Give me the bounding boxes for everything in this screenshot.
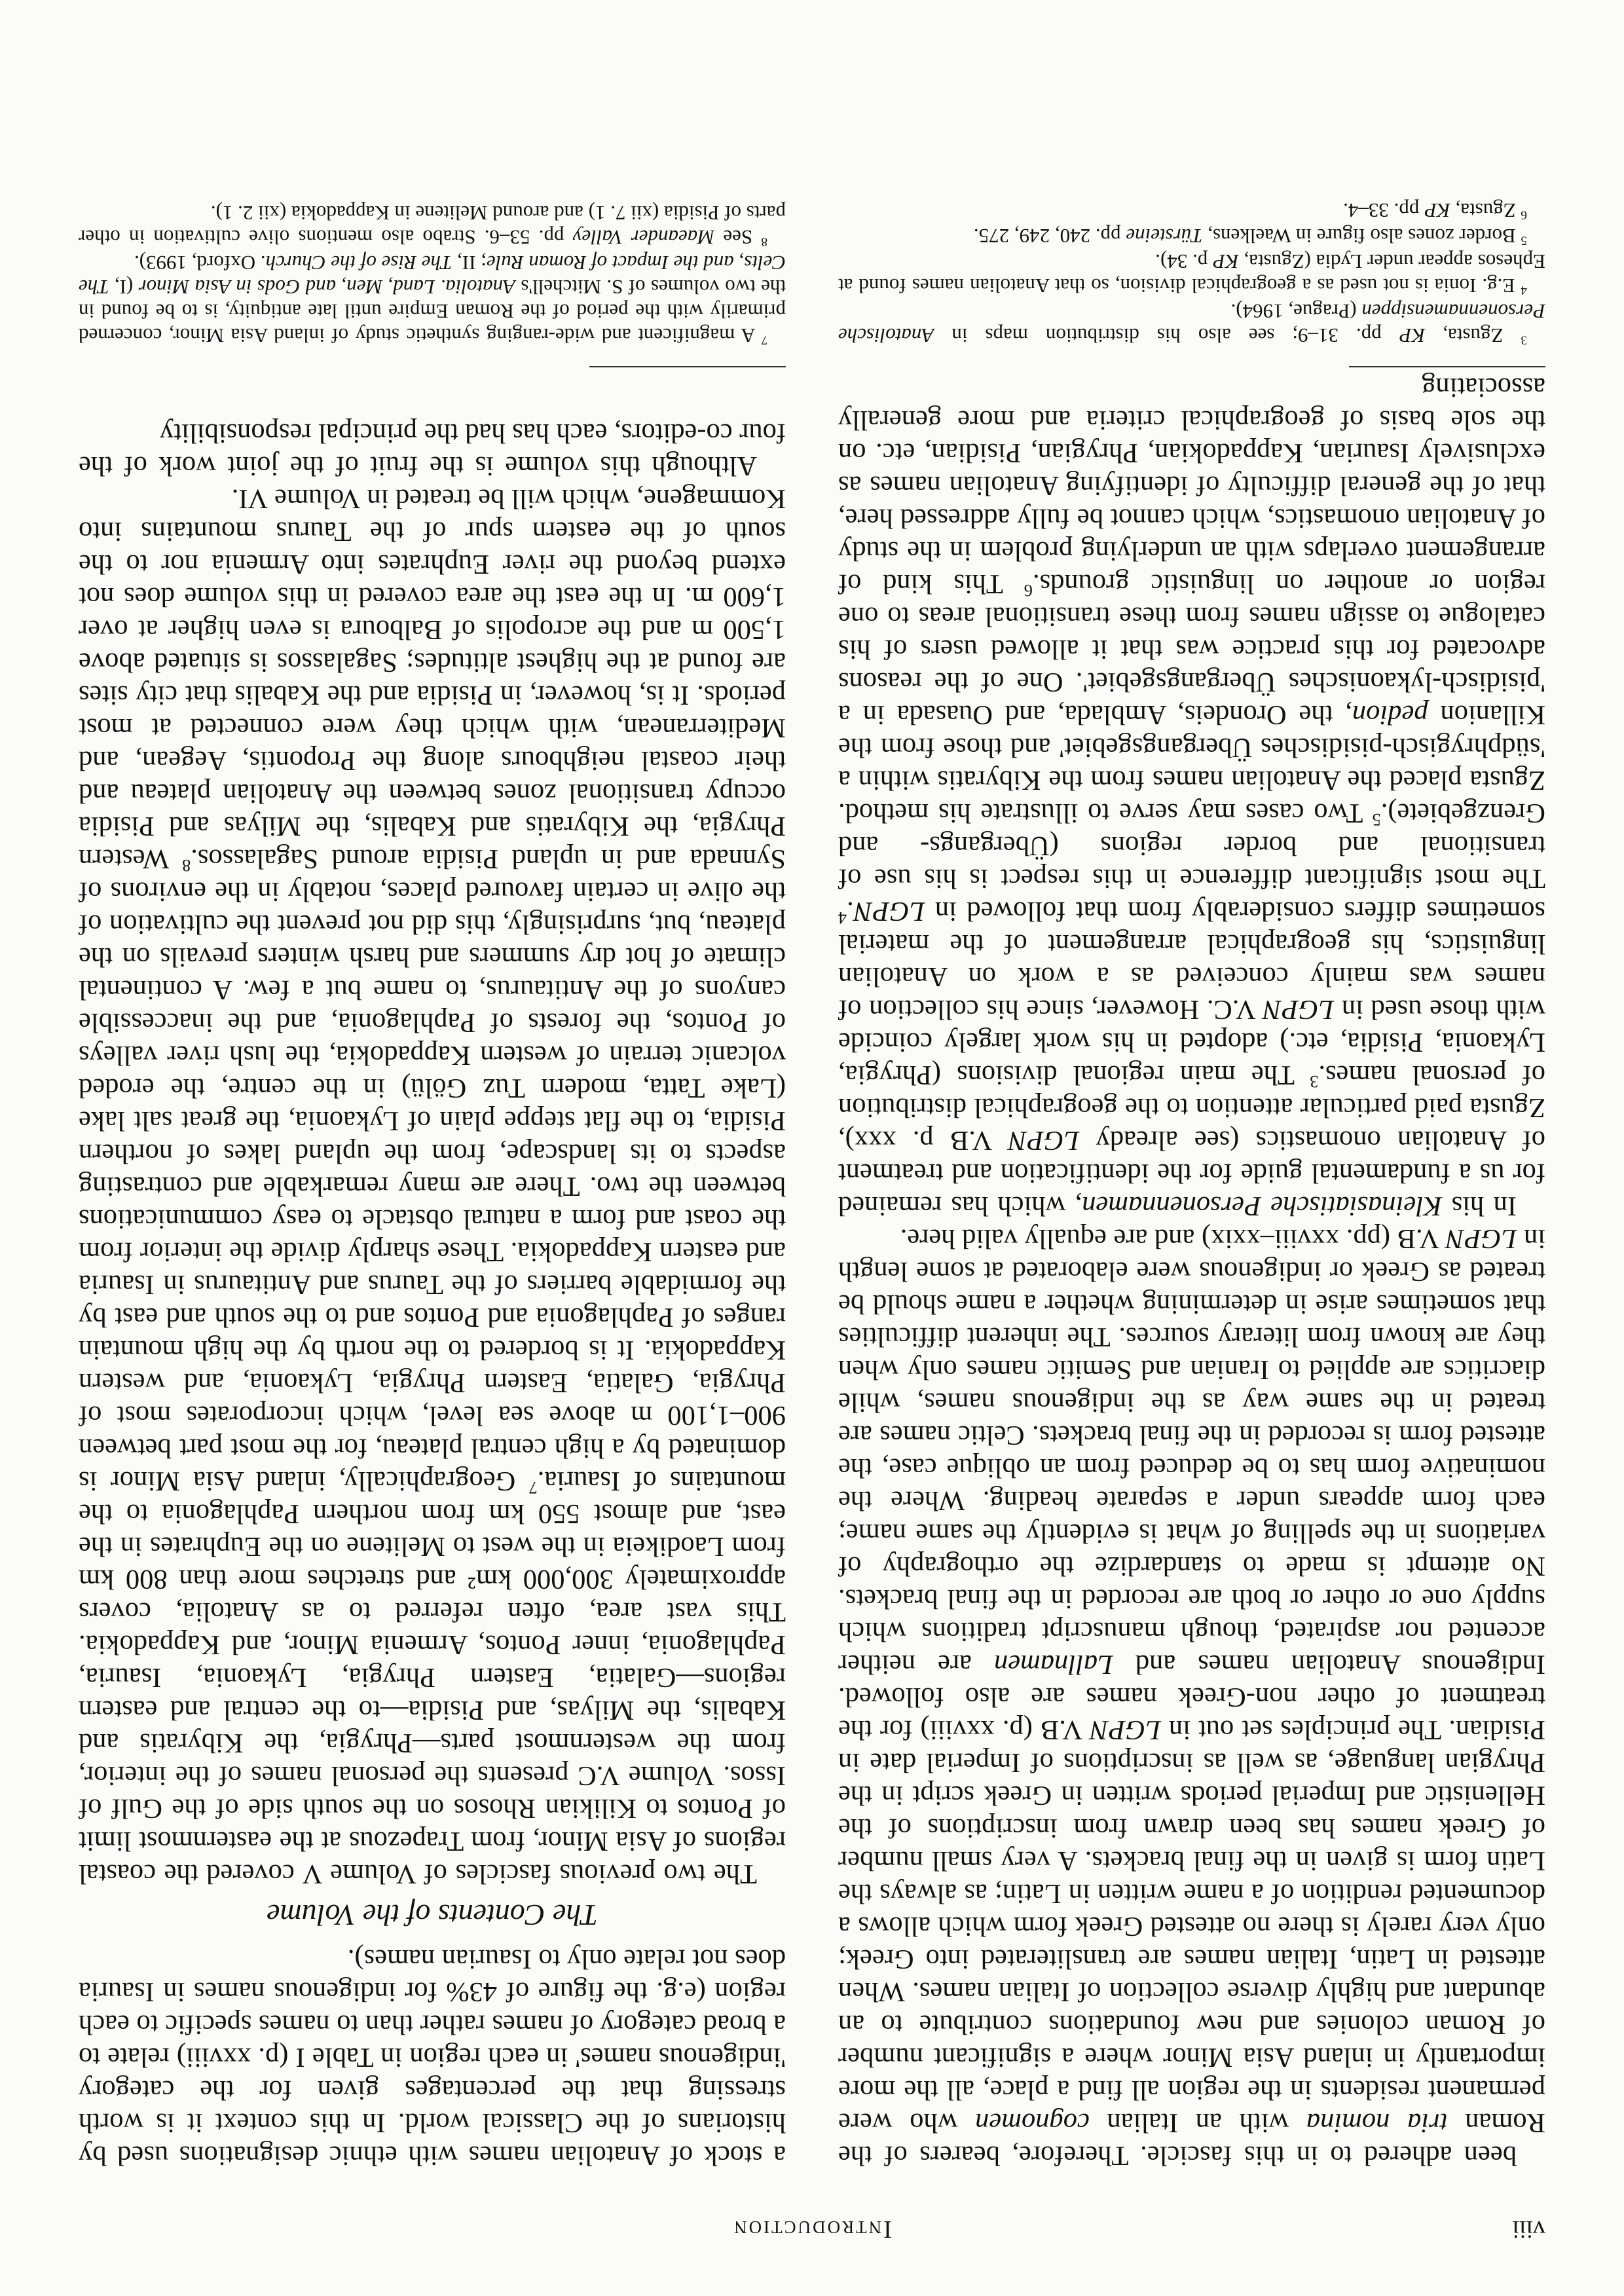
- footnote-ref: 4: [838, 908, 847, 928]
- text-run: The most significant difference in this respect is his use of transitional and border regions (Übergangs- and Grenzgebiete).: [838, 798, 1545, 894]
- text-run: been adhered to in this fascicle. Therefore, bearers of the Roman: [838, 2107, 1545, 2171]
- footnote: [838, 224, 1545, 248]
- text-run: E.g. Ionia is not used as a geographical division, so that Anatolian names found at Ephesos appear under Lydia (Zgusta,: [838, 250, 1545, 297]
- footnote: [838, 250, 1545, 298]
- page-number: viii: [1512, 2215, 1545, 2243]
- text-run: The main regional divisions (Phrygia, Lykaonia, Pisidia, etc.) adopted in his work largely coincide with those used in: [838, 994, 1545, 1090]
- footnote-ref: 5: [1372, 810, 1381, 830]
- italic-text: The Celts, and the Impact of Roman Rule: [79, 251, 786, 299]
- text-run: ; II,: [452, 251, 487, 274]
- text-run: In his: [1442, 1191, 1517, 1221]
- text-run: V.B p. xxx), Zgusta paid particular attention to the geographical distribution of personal names.: [838, 1060, 1545, 1156]
- text-run: V.B (pp. xxviii–xxix) and are equally valid here.: [900, 1223, 1446, 1254]
- text-run: See: [714, 226, 762, 249]
- text-run: Although this volume is the fruit of the joint work of the four co-editors, each has had the principal responsibility: [79, 418, 786, 481]
- running-head: Introduction: [732, 2215, 892, 2243]
- paragraph: [79, 482, 786, 1890]
- footnote-rule: [589, 366, 786, 367]
- footnote: [838, 299, 1545, 348]
- footnotes-left: [838, 197, 1545, 348]
- italic-text: cognomen: [975, 2107, 1090, 2138]
- italic-text: KP: [1424, 199, 1450, 222]
- text-run: Border zones also figure in Waelkens,: [1202, 225, 1521, 248]
- italic-text: Lallnamen: [993, 1649, 1113, 1680]
- footnote-ref: 7: [528, 1478, 538, 1498]
- footnote-ref: 6: [1024, 581, 1033, 601]
- italic-text: LGPN: [1263, 994, 1335, 1025]
- italic-text: tria nomina: [1306, 2107, 1448, 2138]
- italic-text: Anatolische Personennamensippen: [838, 300, 1545, 347]
- page-header: [79, 2204, 1545, 2244]
- right-text-column: [79, 417, 786, 2172]
- text-run: (Prague, 1964).: [1230, 300, 1362, 323]
- text-run: who were permanent residents in the region all find a place, all the more importantly in inland Asia Minor where a significant number of Roman colonies and new foundations contribute to an abundant and highly diverse collection of Italian names. When attested in Latin, Italian names are transliterated into Greek; only very rarely is there no attested Greek form which allows a documented rendition of a name written in Latin; as always the Latin form is given in the final brackets. A very small number of Greek names has been drawn from inscriptions of the Hellenistic and Imperial periods written in Greek script in the Phrygian language, as well as inscriptions of Imperial date in Pisidian. The principles set out in: [838, 1714, 1545, 2138]
- italic-text: LGPN: [853, 896, 925, 927]
- footnotes-right: [79, 200, 786, 348]
- text-run: V.B (p. xxviii) for the treatment of other non-Greek names are also followed. Indigenous Anatolian names and: [838, 1649, 1545, 1745]
- text-run: Zgusta,: [1425, 324, 1521, 347]
- text-run: Western Phrygia, the Kibyratis and Kabalis, the Milyas and Pisidia occupy transitional zones between the Anatolian plateau and their coastal neighbours along the Propontis, Aegean, and Mediterranean, with which they were connected at most periods. It is, however, in Pisidia and the Kabalis that city sites are found at the highest altitudes; Sagalassos is situated above 1,500 m and the acropolis of Balboura is even higher at over 1,600 m. In the east the area covered in this volume does not extend beyond the river Euphrates into Armenia nor to the south of the eastern spur of the Taurus mountains into Kommagene, which will be treated in Volume VI.: [78, 483, 786, 874]
- text-run: (I,: [109, 276, 139, 299]
- text-run: Two cases may serve to illustrate his method. Zgusta placed the Anatolian names from the Kibyratis within a 'südphrygisch-pisidisches Übergangsgebiet' and those from the Killanion: [838, 699, 1545, 828]
- footnote-ref: 8: [761, 234, 767, 249]
- text-run: pp. 33–4.: [1343, 199, 1425, 222]
- paragraph: [838, 1222, 1545, 2172]
- left-text-column: [838, 371, 1545, 2172]
- footnote-rule: [1349, 366, 1545, 367]
- text-run: The two previous fascicles of Volume V covered the coastal regions of Asia Minor, from Trapezous at the easternmost limit of Pontos to Kilikian Rhosos on the south side of the Gulf of Issos. Volume V.C presents the personal names of the interior, from the westernmost parts—Phrygia, the Kibyratis and Kabalis, the Milyas, and Pisidia—to the central and eastern regions—Galatia, Eastern Phrygia, Lykaonia, Isauria, Paphlagonia, inner Pontos, Armenia Minor, and Kappadokia. This vast area, often referred to as Anatolia, covers approximately 300,000 km² and stretches more than 800 km from Laodikeia in the west to Melitene on the Euphrates in the east, and almost 550 km from northern Paphlagonia to the mountains of Isauria.: [79, 1466, 786, 1889]
- footnote-ref: 8: [182, 856, 191, 876]
- italic-text: KP: [1399, 324, 1426, 347]
- text-run: Zgusta,: [1450, 199, 1521, 222]
- text-run: pp. 240, 249, 275.: [973, 225, 1126, 248]
- text-run: a stock of Anatolian names with ethnic designations used by historians of the Classical world. In this context it is worth stressing that the percentages given for the category 'indigenous names' in each region in Table I (p. xxviii) relate to a broad category of names rather than to names specific to each region (e.g. the figure of 43% for indigenous names in Isauria does not relate only to Isaurian names).: [79, 1944, 786, 2171]
- text-run: .: [847, 896, 854, 927]
- italic-text: LGPN: [1008, 1125, 1080, 1156]
- text-run: Geographically, inland Asia Minor is dominated by a high central plateau, for the most part between 900–1,100 m above sea level, which incorporates most of Phrygia, Galatia, Eastern Phrygia, Lykaonia, and western Kappadokia. It is bordered to the north by the high mountain ranges of Paphlagonia and Pontos and to the south and east by the formidable barriers of the Taurus and Antitaurus in Isauria and eastern Kappadokia. These sharply divide the interior from the coast and form a natural obstacle to easy communications between the two. There are many remarkable and contrasting aspects to its landscape, from the upland lakes of northern Pisidia, to the flat steppe plain of Lykaonia, the great salt lake (Lake Tatta, modern Tuz Gölü) in the centre, the eroded volcanic terrain of western Kappadokia, the lush river valleys of Pontos, the forests of Paphlagonia, and the inaccessible canyons of the Antitaurus, to name but a few. A continental climate of hot dry summers and harsh winters prevails on the plateau, but, surprisingly, this did not prevent the cultivation of the olive in certain favoured places, notably in the environs of Synnada and in upland Pisidia around Sagalassos.: [79, 843, 786, 1496]
- text-run: V.C. However, since his collection of names was mainly conceived as a work on Anatolian linguistics, his geographical arrangement of the material sometimes differs considerably from that followed in: [838, 896, 1545, 1025]
- footnote-ref: 3: [1521, 333, 1527, 347]
- footnote-ref: 7: [761, 333, 767, 347]
- footnote: [838, 198, 1545, 223]
- italic-text: Türsteine: [1126, 225, 1203, 248]
- text-run: A magnificent and wide-ranging synthetic study of inland Asia Minor, concerned primarily with the period of the Roman Empire until late antiquity, is to be found in the two volumes of S. Mitchell's: [79, 276, 786, 347]
- italic-text: Maeander Valley: [572, 226, 715, 249]
- footnote: [79, 251, 786, 348]
- footnote-ref: 6: [1521, 208, 1527, 222]
- text-run: p. 34).: [1155, 250, 1213, 273]
- italic-text: pedion: [1352, 699, 1428, 730]
- italic-text: LGPN: [1090, 1714, 1161, 1745]
- text-run: pp. 53–6. Strabo also mentions olive cultivation in other parts of Pisidia (xii 7. 1) and around Melitene in Kappadokia (xii 2. 1).: [79, 202, 786, 249]
- italic-text: LGPN: [1445, 1223, 1517, 1254]
- text-run: are neither accented nor aspirated, though manuscript traditions which supply one or other or both are recorded in the final brackets. No attempt is made to standardize the orthography of variations in the spelling of what is evidently the same name; each form appears under a separate heading. Where the nominative form has to be deduced from an oblique case, the attested form is recorded in the final brackets. Celtic names are treated in the same way as the indigenous names, while diacritics are applied to Iranian and Semitic names only when they are known from literary sources. The inherent difficulties that sometimes arise in determining whether a name should be treated as Greek or indigenous were elaborated at some length in: [838, 1223, 1545, 1680]
- text-run: . Oxford, 1993).: [134, 251, 266, 274]
- paragraph: [79, 417, 786, 482]
- italic-text: KP: [1213, 250, 1239, 273]
- text-run: This kind of arrangement overlaps with an underlying problem in the study of Anatolian onomastics, which cannot be fully addressed here, that of the general difficulty of identifying Anatolian names as exclusively Isaurian, Kappadokian, Phrygian, Pisidian, etc. on the sole basis of geographical criteria and more generally associating: [838, 372, 1545, 599]
- text-run: pp. 31–9; see also his distribution maps in: [934, 324, 1399, 347]
- italic-text: The Rise of the Church: [265, 251, 452, 274]
- italic-text: Anatolia. Land, Men, and Gods in Asia Minor: [138, 276, 515, 299]
- footnote-ref: 3: [1310, 1072, 1319, 1092]
- section-heading: The Contents of the Volume: [267, 1898, 598, 1932]
- text-run: , the Orondeis, Amblada, and Ouasada in a 'pisidisch-lykaonisches Übergangsgebiet'. One of the reasons advocated for this practice was that it allowed users of his catalogue to assign names from these transitional areas to one region or another on linguistic grounds.: [838, 568, 1545, 730]
- text-run: with an Italian: [1089, 2107, 1306, 2138]
- paragraph: [79, 1942, 786, 2172]
- text-run: , which has remained for us a fundamental guide for the identification and treatment of Anatolian onomastics (see already: [838, 1125, 1545, 1221]
- italic-text: Kleinasiatische Personennamen: [1082, 1191, 1443, 1221]
- footnote-ref: 4: [1521, 283, 1527, 297]
- footnote-ref: 5: [1521, 233, 1527, 248]
- paragraph: [838, 371, 1545, 1222]
- footnote: [79, 201, 786, 250]
